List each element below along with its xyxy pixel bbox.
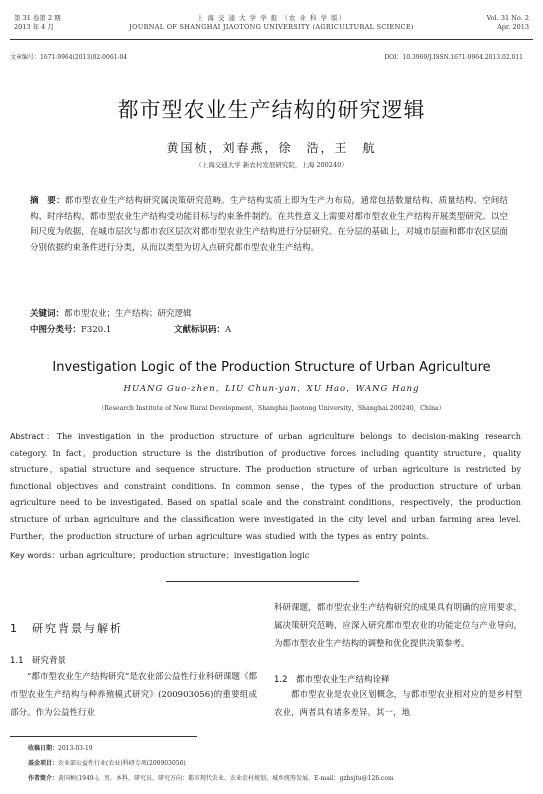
doc-code-label: 文献标识码： <box>174 325 226 335</box>
keywords-en <box>10 550 309 561</box>
section-1-heading: 1 研究背景与解析 <box>10 622 123 635</box>
class-label: 中图分类号： <box>30 325 82 335</box>
keywords-text-en: urban agriculture；production structure；investigation logic <box>59 550 310 560</box>
affiliation-cn: （上海交通大学 新农村发展研究院，上海 200240） <box>195 161 348 169</box>
document-code <box>174 323 231 335</box>
abstract-text-cn: 都市型农业生产结构研究属决策研究范畴。生产结构实质上即为生产力布局，通常包括数量结构、质量结构、空间结构、时序结构。都市型农业生产结构受功能目标与约束条件制约。在共性意义上需要对都市型农业生产结构开展类型研究。以空间尺度为依据，在城市层次与都市农区层次对都市型农业生产结构进行分层研究。在分层的基础上，对城市层面和都市农区层面分别依据约束条件进行分类，从而以类型为切入点研究都市型农业生产结构。 <box>30 196 508 253</box>
keywords-text-cn: 都市型农业；生产结构；研究逻辑 <box>64 309 192 319</box>
fund-label: 基金项目： <box>28 760 59 767</box>
classification-number <box>30 323 111 335</box>
section-1-2-heading: 1.2 都市型农业生产结构诠释 <box>274 675 390 685</box>
article-number: 文章编号：1671-9964(2013)02-0061-04 <box>10 54 128 61</box>
section-1-1-heading: 1.1 研究背景 <box>10 656 67 666</box>
paper-title-en: Investigation Logic of the Production Structure of Urban Agriculture <box>52 360 491 375</box>
abstract-divider <box>166 581 359 582</box>
date-cn: 2013 年 4 月 <box>14 23 54 31</box>
authors-en: HUANG Guo-zhen，LIU Chun-yan，XU Hao，WANG Hang <box>123 384 420 394</box>
footnote-fund <box>28 758 186 767</box>
right-column-text: 科研课题，都市型农业生产结构研究的成果具有明确的应用要求，属决策研究范畴，应深入研究都市型农业的功能定位与产业导向，为都市型农业生产结构的调整和优化提供决策参考。 <box>274 603 522 650</box>
received-label: 收稿日期： <box>28 745 59 752</box>
received-date: 2013-03-19 <box>58 745 93 752</box>
journal-volume-issue-en <box>487 14 529 32</box>
volume-issue-en: Vol. 31 No. 2 <box>486 14 529 22</box>
date-en: Apr. 2013 <box>497 23 529 31</box>
authors-cn: 黄国桢，刘春燕，徐 浩，王 航 <box>166 141 377 155</box>
fund-text: 农业部公益性行业(农业)科研专项(200903056) <box>58 760 186 767</box>
abstract-en <box>10 428 521 544</box>
footnote-author <box>28 773 394 782</box>
keywords-label-en: Key words： <box>10 550 60 560</box>
journal-name-cn: 上 海 交 通 大 学 学 报 （农 业 科 学 版） <box>196 14 347 22</box>
volume-issue-cn: 第 31 卷第 2 期 <box>14 14 61 22</box>
journal-name <box>0 14 543 32</box>
abstract-cn <box>30 194 508 256</box>
keywords-cn <box>30 307 192 319</box>
doi: DOI：10.3969/J.ISSN.1671-9964.2013.02.011 <box>384 54 523 61</box>
journal-name-en: JOURNAL OF SHANGHAI JIAOTONG UNIVERSITY (AGRICULTURAL SCIENCE) <box>129 23 414 31</box>
author-bio-label: 作者简介： <box>28 775 59 782</box>
abstract-text-en: The investigation in the production structure of urban agriculture belongs to decision-making research category. In fact，production structure is the distribution of productive forces including quantity structure，quality structure，spatial structure and sequence structure. The production structure of urban agriculture is restricted by functional objectives and constraint conditions. In common sense，the types of the production structure of urban agriculture need to be investigated. Based on spatial scale and the constraint conditions，respectively，the production structure of urban agriculture and the classification were investigated in the city level and urban farming area level. Further，the production structure of urban agriculture was studied with the types as entry points. <box>10 431 521 541</box>
section-1-1-text: “都市型农业生产结构研究”是农业部公益性行业科研课题《都市型农业生产结构与种养殖模式研究》(200903056)的重要组成部分。作为公益性行业 <box>10 672 257 719</box>
paper-title-cn: 都市型农业生产结构的研究逻辑 <box>117 98 426 122</box>
section-1-2-text: 都市型农业是农业区划概念，与都市型农业相对应的是乡村型农业，两者具有诸多差异。其一，地 <box>274 690 522 719</box>
abstract-label-en: Abstract： <box>10 431 57 441</box>
author-bio-text: 黄国桢(1949-)，男，本科，研究员，研究方向：都市现代农业、农业农村规划、城乡统筹发展，E-mail：gzhsjtu@126.com <box>58 775 394 782</box>
abstract-label-cn: 摘 要： <box>30 196 65 206</box>
footnote-rule <box>10 736 197 737</box>
keywords-label-cn: 关键词： <box>30 309 65 319</box>
affiliation-en: （Research Institute of New Rural Development，Shanghai Jiaotong University，Shanghai 200240，China） <box>97 405 446 412</box>
class-value: F320.1 <box>81 325 112 335</box>
footnote-received <box>28 743 93 752</box>
doc-code-value: A <box>225 325 232 335</box>
header-rule <box>10 39 533 40</box>
